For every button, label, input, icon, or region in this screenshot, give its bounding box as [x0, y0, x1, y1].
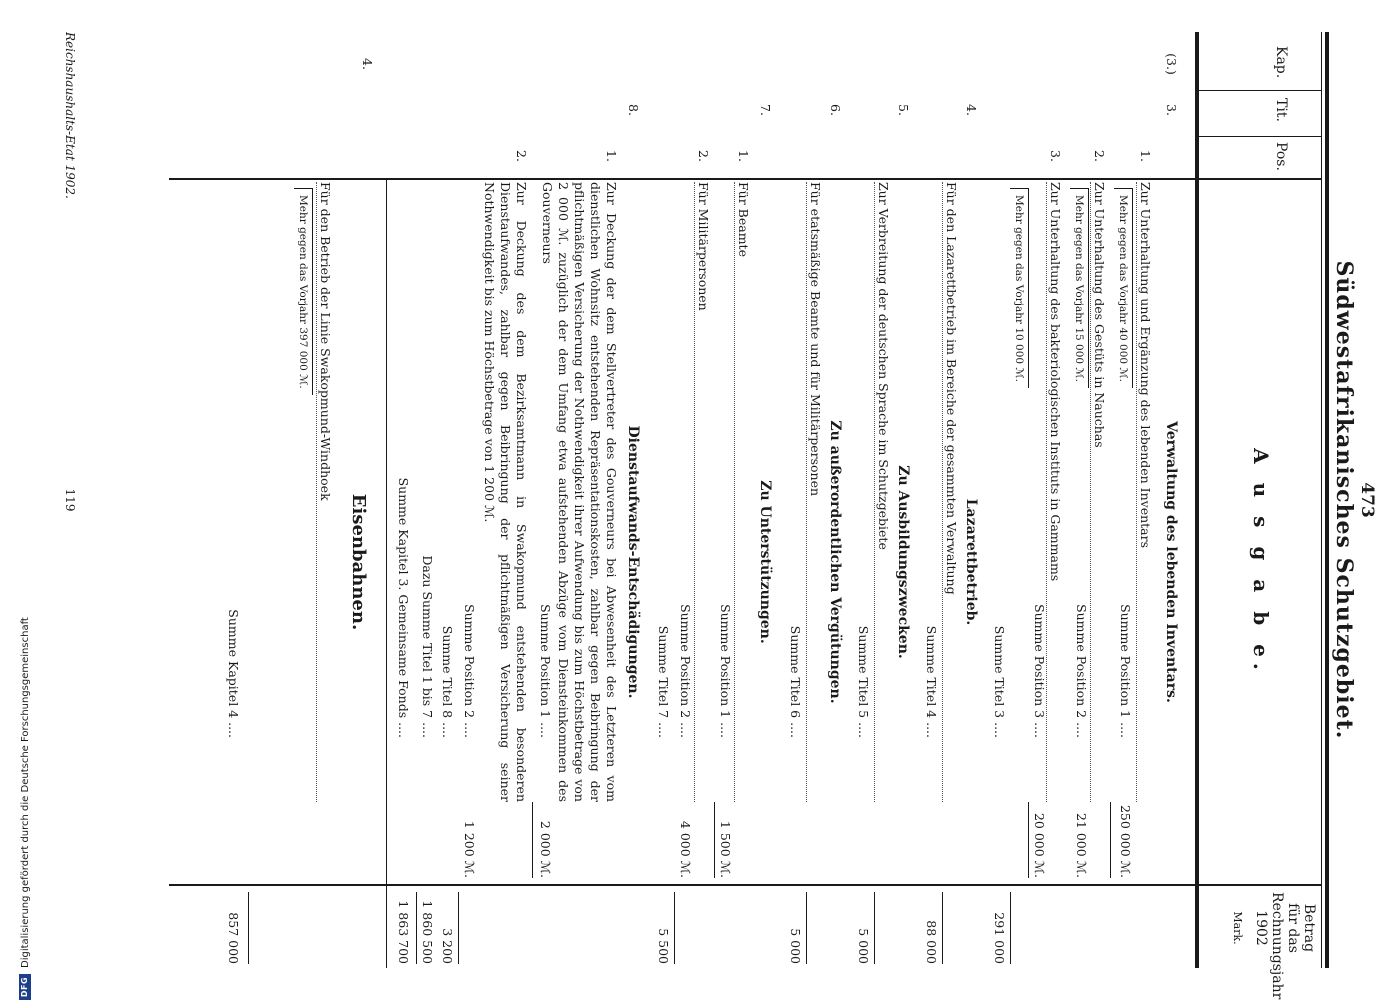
- item-text: Zur Verbreitung der deutschen Sprache im Schutzgebiete: [874, 182, 891, 802]
- position-amount: 2 000 ℳ.: [538, 820, 553, 878]
- kap-number: 4.: [360, 58, 375, 70]
- tit-number: 4.: [964, 104, 979, 116]
- position-amount: 21 000 ℳ.: [1074, 812, 1089, 878]
- item-text: Zur Unterhaltung und Ergänzung des lebenden Inventars: [1136, 182, 1153, 802]
- section-heading: Zu Unterstützungen.: [757, 480, 773, 644]
- tit-number: 5.: [896, 104, 911, 116]
- title-amount: 5 500: [656, 928, 671, 964]
- sum-label: Summe Kapitel 4 ....: [226, 609, 241, 738]
- sum-label: Summe Kapitel 3. Gemeinsame Fonds ....: [396, 477, 411, 738]
- section-heading: Lazarettbetrieb.: [963, 498, 979, 626]
- dfg-logo: DFG: [19, 974, 31, 1000]
- column-header-tit: Tit.: [1273, 98, 1289, 122]
- sum-label: Summe Titel 6 ....: [788, 625, 803, 738]
- column-header-pos: Pos.: [1273, 142, 1289, 171]
- note-box: Mehr gegen das Vorjahr 15 000 ℳ.: [1070, 188, 1089, 388]
- kap-number: (3.): [1164, 53, 1179, 75]
- position-amount: 1 500 ℳ.: [718, 820, 733, 878]
- sum-label: Summe Position 3 ....: [1032, 604, 1047, 738]
- chapter-amount: 1 863 700: [396, 900, 411, 964]
- section-heading: Verwaltung des lebenden Inventars.: [1163, 421, 1179, 703]
- tit-number: 6.: [828, 104, 843, 116]
- section-heading: Eisenbahnen.: [348, 493, 369, 631]
- sum-label: Summe Titel 3 ....: [992, 625, 1007, 738]
- column-header-betrag: Betrag für das Rechnungsjahr 1902 Mark.: [1231, 892, 1317, 1000]
- sum-label: Summe Position 2 ....: [462, 604, 477, 738]
- sum-label: Summe Titel 7 ....: [656, 625, 671, 738]
- item-text: Für den Betrieb der Linie Swakopmund-Windhoek: [316, 182, 333, 802]
- position-amount: 250 000 ℳ.: [1118, 804, 1133, 878]
- item-text: Zur Unterhaltung des bakteriologischen Instituts in Gammams: [1046, 182, 1063, 802]
- note-box: Mehr gegen das Vorjahr 40 000 ℳ.: [1114, 188, 1133, 388]
- position-amount: 4 000 ℳ.: [678, 820, 693, 878]
- title-amount: 1 860 500: [420, 900, 435, 964]
- heading-ausgabe: A u s g a b e.: [1249, 448, 1273, 676]
- tit-number: 3.: [1164, 104, 1179, 116]
- unit-mark: Mark.: [1231, 911, 1244, 945]
- title-amount: 291 000: [992, 912, 1007, 964]
- page-number: 473: [1357, 482, 1377, 518]
- sum-label: Summe Position 2 ....: [1074, 604, 1089, 738]
- sum-label: Dazu Summe Titel 1 bis 7 ....: [420, 555, 435, 738]
- title-amount: 5 000: [856, 928, 871, 964]
- item-text: Für den Lazarettbetrieb im Bereiche der gesammten Verwaltung: [942, 182, 959, 802]
- sum-label: Summe Position 2 ....: [678, 604, 693, 738]
- position-amount: 20 000 ℳ.: [1032, 812, 1047, 878]
- pos-number: 3.: [1048, 150, 1063, 162]
- section-heading: Zu außerordentlichen Vergütungen.: [827, 420, 843, 704]
- pos-number: 2.: [514, 150, 529, 162]
- dfg-credit-text: Digitalisierung gefördert durch die Deutsche Forschungsgemeinschaft: [19, 617, 31, 968]
- section-heading: Dienstaufwands-Entschädigungen.: [625, 425, 641, 699]
- etat-footer: Reichshaushalts-Etat 1902.: [63, 32, 77, 199]
- item-text: Für etatsmäßige Beamte und für Militärpersonen: [806, 182, 823, 802]
- pos-number: 1.: [736, 150, 751, 162]
- sum-label: Summe Position 1 ....: [718, 604, 733, 738]
- sum-label: Summe Position 1 ....: [538, 604, 553, 738]
- title-amount: 5 000: [788, 928, 803, 964]
- tit-number: 7.: [758, 104, 773, 116]
- note-box: Mehr gegen das Vorjahr 10 000 ℳ.: [1010, 188, 1029, 388]
- pos-number: 1.: [1138, 150, 1153, 162]
- sum-label: Summe Titel 8 ....: [440, 625, 455, 738]
- item-text: Zur Unterhaltung des Gestüts in Nauchas: [1090, 182, 1107, 802]
- item-text: Für Beamte: [734, 182, 751, 802]
- page-title: Südwestafrikanisches Schutzgebiet.: [1331, 260, 1357, 740]
- pos-number: 2.: [1092, 150, 1107, 162]
- pos-number: 2.: [696, 150, 711, 162]
- sum-label: Summe Titel 4 ....: [924, 625, 939, 738]
- sum-label: Summe Position 1 ....: [1118, 604, 1133, 738]
- sheet-number: 119: [63, 488, 77, 512]
- pos-number: 1.: [604, 150, 619, 162]
- budget-table: [169, 32, 1329, 1000]
- item-text: Zur Deckung des dem Bezirksamtmann in Swakopmund entstehenden besonderen Dienstaufwandes, zahlbar gegen Beibringung der pflichtmäßigen Versicherung seiner Nothwendigkeit bis zum Höchstbetrage von 1 200 ℳ.: [482, 182, 529, 802]
- item-text: Zur Deckung der dem Stellvertreter des Gouverneurs bei Abwesenheit des Letzteren vom dienstlichen Wohnsitz entstehenden Repräsentationskosten, zahlbar gegen Beibringung der pflichtmäßigen Versicherung der Nothwendigkeit ihrer Aufwendung bis zum Höchstbetrage von 2 000 ℳ. zuzüglich der dem Umfang etwa aufstehenden Abzüge vom Diensteinkommen des Gouverneurs: [540, 182, 619, 802]
- item-text: Für Militärpersonen: [694, 182, 711, 802]
- note-box: Mehr gegen das Vorjahr 397 000 ℳ.: [294, 188, 313, 395]
- sum-label: Summe Titel 5 ....: [856, 625, 871, 738]
- position-amount: 1 200 ℳ.: [462, 820, 477, 878]
- section-heading: Zu Ausbildungszwecken.: [895, 465, 911, 659]
- chapter-amount: 857 000: [226, 912, 241, 964]
- title-amount: 3 200: [440, 928, 455, 964]
- title-amount: 88 000: [924, 920, 939, 964]
- column-header-kap: Kap.: [1273, 46, 1289, 79]
- tit-number: 8.: [626, 104, 641, 116]
